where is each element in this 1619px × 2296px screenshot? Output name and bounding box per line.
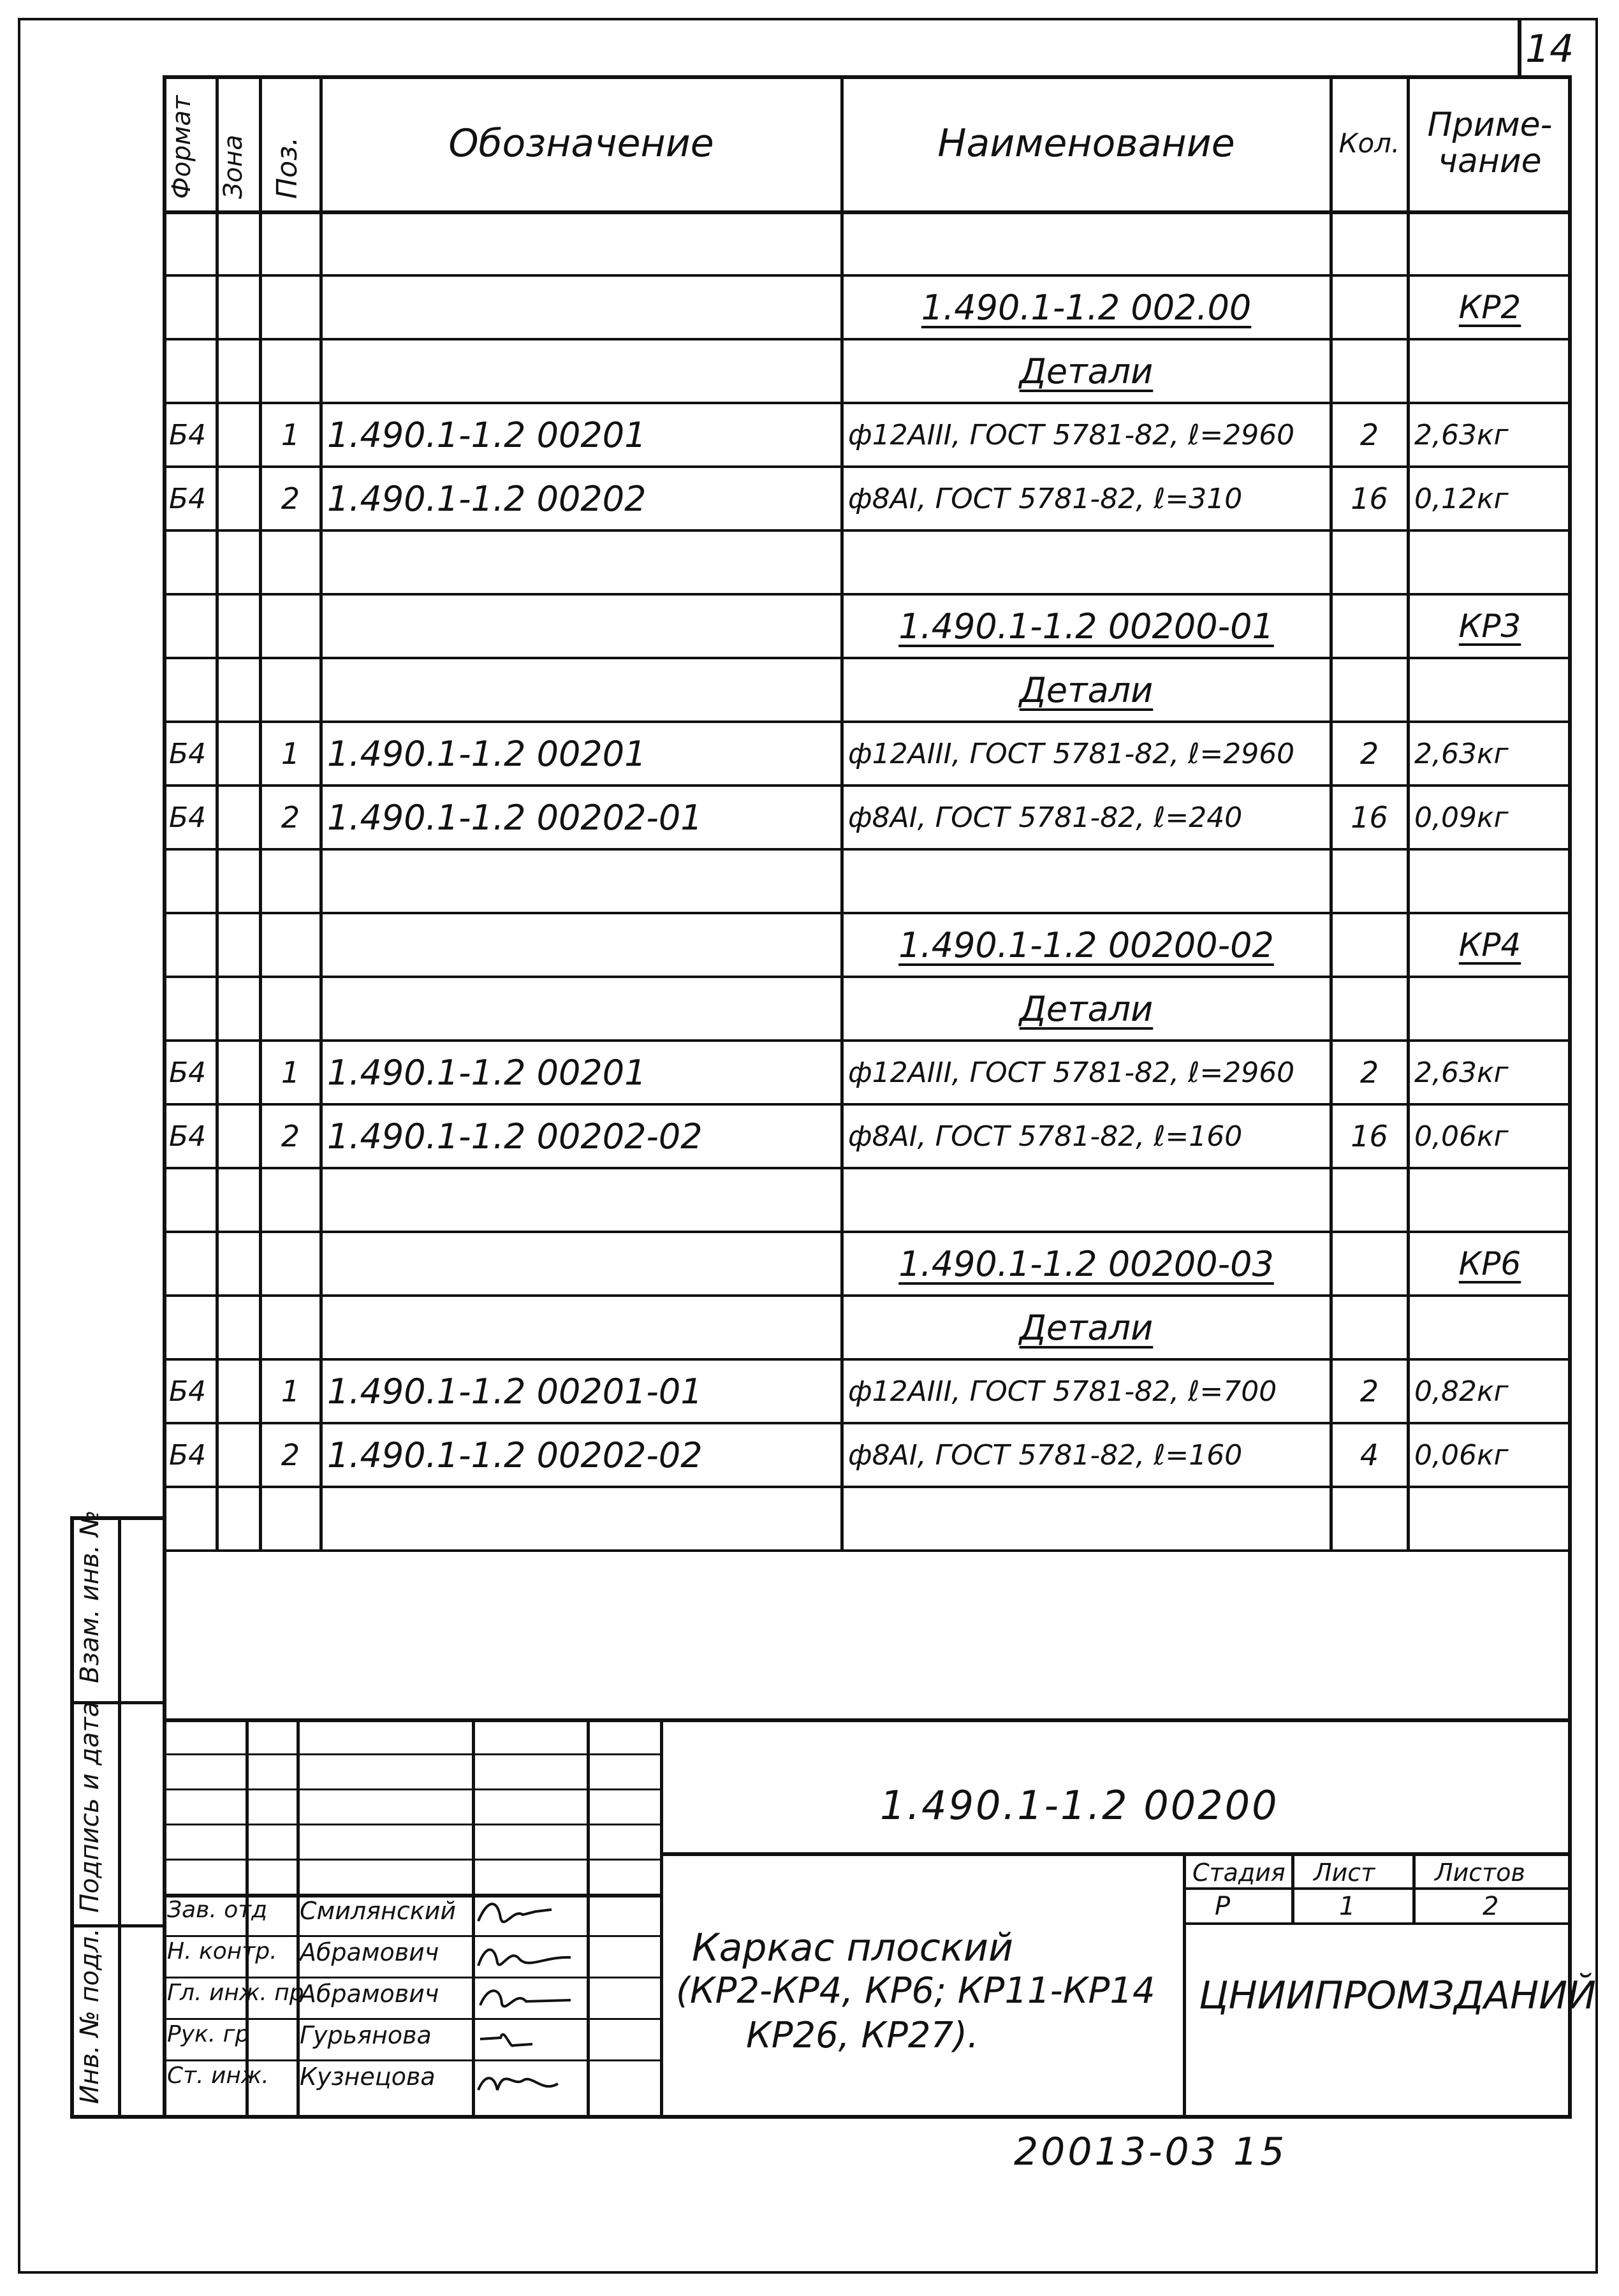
cell-qty: 16 bbox=[1351, 481, 1388, 516]
cell-pos bbox=[267, 212, 314, 275]
cell-pos bbox=[267, 594, 314, 658]
col-line bbox=[1330, 75, 1333, 1551]
title-block-line bbox=[163, 2059, 660, 2061]
cell-format: Б4 bbox=[169, 1375, 207, 1408]
title-block-line bbox=[163, 1788, 660, 1790]
cell-pos bbox=[267, 658, 314, 722]
cell-name: Детали bbox=[1019, 669, 1154, 710]
cell-name: ф8АI, ГОСТ 5781-82, ℓ=160 bbox=[848, 1438, 1243, 1472]
cell-note bbox=[1414, 658, 1565, 722]
cell-qty: 2 bbox=[1359, 736, 1379, 771]
person-name: Абрамович bbox=[300, 1938, 439, 1966]
cell-pos bbox=[267, 849, 314, 913]
cell-format: Б4 bbox=[169, 737, 207, 770]
cell-designation bbox=[327, 594, 835, 658]
cell-note bbox=[1414, 849, 1565, 913]
cell-format bbox=[169, 339, 210, 403]
cell-name: ф12АIII, ГОСТ 5781-82, ℓ=2960 bbox=[848, 737, 1295, 770]
title-block-line bbox=[163, 2018, 660, 2020]
side-label-inv-orig: Инв. № подл. bbox=[75, 1928, 105, 2104]
sheets-label: Листов bbox=[1435, 1859, 1525, 1887]
signature-mark bbox=[475, 1937, 583, 1975]
title-block-line bbox=[163, 1859, 660, 1861]
cell-qty bbox=[1337, 1296, 1402, 1359]
cell-name: 1.490.1-1.2 00200-01 bbox=[898, 606, 1274, 647]
header-name: Наименование bbox=[937, 121, 1235, 166]
side-label-inv-repl: Взам. инв. № bbox=[75, 1510, 105, 1683]
cell-qty: 4 bbox=[1359, 1438, 1379, 1472]
cell-format bbox=[169, 1168, 210, 1232]
cell-qty bbox=[1337, 594, 1402, 658]
sheet-corner-number: 14 bbox=[1525, 27, 1574, 71]
cell-note bbox=[1414, 1296, 1565, 1359]
header-note: Приме- чание bbox=[1427, 105, 1553, 180]
cell-note: 2,63кг bbox=[1414, 1056, 1509, 1089]
cell-name: 1.490.1-1.2 00200-03 bbox=[898, 1243, 1274, 1284]
cell-format: Б4 bbox=[169, 1438, 207, 1472]
cell-pos: 1 bbox=[281, 1055, 300, 1090]
title-block-line bbox=[163, 1977, 660, 1978]
cell-designation bbox=[327, 913, 835, 977]
cell-name: ф12АIII, ГОСТ 5781-82, ℓ=700 bbox=[848, 1375, 1277, 1408]
title-block-line bbox=[1183, 1922, 1572, 1925]
cell-note bbox=[1414, 1168, 1565, 1232]
cell-format bbox=[169, 849, 210, 913]
cell-qty bbox=[1337, 1487, 1402, 1551]
cell-note bbox=[1414, 530, 1565, 594]
cell-name: ф12АIII, ГОСТ 5781-82, ℓ=2960 bbox=[848, 418, 1295, 451]
cell-designation bbox=[327, 530, 835, 594]
title-block-line bbox=[163, 1718, 1572, 1722]
doc-code: 1.490.1-1.2 00200 bbox=[880, 1782, 1279, 1829]
cell-name bbox=[848, 530, 1324, 594]
cell-format bbox=[169, 212, 210, 275]
cell-pos bbox=[267, 275, 314, 339]
person-role: Рук. гр bbox=[167, 2021, 250, 2047]
cell-note: КР3 bbox=[1458, 608, 1521, 645]
cell-designation bbox=[327, 1168, 835, 1232]
person-name: Смилянский bbox=[300, 1897, 457, 1925]
cell-designation bbox=[327, 1296, 835, 1359]
header-zone: Зона bbox=[219, 135, 248, 199]
cell-pos: 2 bbox=[281, 1438, 300, 1472]
cell-format bbox=[169, 1296, 210, 1359]
cell-qty: 16 bbox=[1351, 1119, 1388, 1153]
title-block-line bbox=[660, 1718, 663, 2119]
signature-mark bbox=[475, 1978, 583, 2017]
cell-format: Б4 bbox=[169, 418, 207, 451]
title-line-3: КР26, КР27). bbox=[746, 2015, 979, 2056]
cell-designation: 1.490.1-1.2 00201-01 bbox=[327, 1371, 703, 1412]
cell-pos bbox=[267, 530, 314, 594]
cell-pos: 2 bbox=[281, 481, 300, 516]
cell-pos bbox=[267, 1168, 314, 1232]
cell-qty: 2 bbox=[1359, 418, 1379, 452]
cell-name: ф8АI, ГОСТ 5781-82, ℓ=310 bbox=[848, 482, 1243, 515]
cell-note: КР4 bbox=[1458, 926, 1521, 963]
sheet-value: 1 bbox=[1339, 1892, 1356, 1921]
cell-qty bbox=[1337, 1168, 1402, 1232]
cell-format bbox=[169, 1487, 210, 1551]
cell-designation bbox=[327, 212, 835, 275]
sheets-value: 2 bbox=[1483, 1892, 1499, 1921]
cell-name bbox=[848, 849, 1324, 913]
cell-qty: 16 bbox=[1351, 800, 1388, 835]
cell-pos bbox=[267, 1296, 314, 1359]
header-pos: Поз. bbox=[271, 136, 304, 199]
cell-pos bbox=[267, 913, 314, 977]
cell-qty: 2 bbox=[1359, 1055, 1379, 1090]
cell-qty bbox=[1337, 275, 1402, 339]
bottom-code: 20013-03 15 bbox=[1014, 2130, 1287, 2174]
cell-qty bbox=[1337, 913, 1402, 977]
cell-name: ф8АI, ГОСТ 5781-82, ℓ=240 bbox=[848, 801, 1243, 834]
cell-designation bbox=[327, 977, 835, 1041]
person-name: Кузнецова bbox=[300, 2063, 436, 2091]
person-name: Абрамович bbox=[300, 1980, 439, 2008]
cell-name bbox=[848, 1168, 1324, 1232]
cell-designation: 1.490.1-1.2 00201 bbox=[327, 1052, 647, 1093]
stage-value: Р bbox=[1215, 1892, 1231, 1921]
cell-designation: 1.490.1-1.2 00202-02 bbox=[327, 1435, 703, 1475]
signature-mark bbox=[475, 2020, 583, 2058]
title-line-2: (КР2-КР4, КР6; КР11-КР14 bbox=[676, 1970, 1155, 2012]
person-role: Н. контр. bbox=[167, 1938, 277, 1964]
cell-pos bbox=[267, 977, 314, 1041]
cell-note: 0,12кг bbox=[1414, 482, 1509, 515]
signature-mark bbox=[475, 2061, 583, 2100]
cell-pos bbox=[267, 1487, 314, 1551]
cell-format: Б4 bbox=[169, 801, 207, 834]
cell-designation bbox=[327, 849, 835, 913]
cell-designation bbox=[327, 275, 835, 339]
cell-qty bbox=[1337, 212, 1402, 275]
cell-format bbox=[169, 275, 210, 339]
cell-qty bbox=[1337, 658, 1402, 722]
cell-format: Б4 bbox=[169, 1056, 207, 1089]
cell-designation bbox=[327, 339, 835, 403]
cell-note bbox=[1414, 977, 1565, 1041]
cell-qty bbox=[1337, 530, 1402, 594]
cell-pos: 1 bbox=[281, 736, 300, 771]
cell-note bbox=[1414, 339, 1565, 403]
cell-designation: 1.490.1-1.2 00202-02 bbox=[327, 1116, 703, 1157]
signature-mark bbox=[475, 1896, 583, 1934]
title-line-1: Каркас плоский bbox=[692, 1926, 1014, 1970]
cell-format bbox=[169, 594, 210, 658]
cell-format bbox=[169, 658, 210, 722]
cell-pos: 1 bbox=[281, 418, 300, 452]
stage-label: Стадия bbox=[1192, 1859, 1286, 1887]
header-qty: Кол. bbox=[1338, 127, 1400, 159]
cell-format: Б4 bbox=[169, 1120, 207, 1153]
cell-note: 0,09кг bbox=[1414, 801, 1509, 834]
cell-qty bbox=[1337, 339, 1402, 403]
cell-name: Детали bbox=[1019, 1307, 1154, 1348]
cell-pos: 2 bbox=[281, 800, 300, 835]
person-name: Гурьянова bbox=[300, 2021, 432, 2049]
cell-format: Б4 bbox=[169, 482, 207, 515]
person-role: Ст. инж. bbox=[167, 2063, 269, 2089]
cell-note bbox=[1414, 1487, 1565, 1551]
cell-note bbox=[1414, 212, 1565, 275]
cell-designation: 1.490.1-1.2 00201 bbox=[327, 733, 647, 774]
title-block-line bbox=[660, 1852, 1572, 1856]
title-block-line bbox=[163, 1753, 660, 1755]
col-line bbox=[216, 75, 219, 1551]
cell-name bbox=[848, 1487, 1324, 1551]
cell-note: 2,63кг bbox=[1414, 418, 1509, 451]
title-block-line bbox=[163, 1935, 660, 1937]
cell-note: 0,06кг bbox=[1414, 1120, 1509, 1153]
cell-designation bbox=[327, 1487, 835, 1551]
cell-note: 0,82кг bbox=[1414, 1375, 1509, 1408]
cell-designation: 1.490.1-1.2 00202 bbox=[327, 478, 647, 519]
title-block-line bbox=[587, 1718, 590, 2119]
title-block-line bbox=[1183, 1852, 1186, 2119]
header-format: Формат bbox=[167, 95, 196, 199]
cell-designation: 1.490.1-1.2 00201 bbox=[327, 414, 647, 455]
cell-pos: 2 bbox=[281, 1119, 300, 1153]
cell-pos: 1 bbox=[281, 1374, 300, 1408]
cell-name: Детали bbox=[1019, 988, 1154, 1029]
col-line bbox=[319, 75, 323, 1551]
cell-qty bbox=[1337, 849, 1402, 913]
header-designation: Обозначение bbox=[448, 121, 714, 166]
cell-name: ф8АI, ГОСТ 5781-82, ℓ=160 bbox=[848, 1120, 1243, 1153]
cell-designation bbox=[327, 658, 835, 722]
title-block-line bbox=[1291, 1852, 1294, 1922]
cell-qty bbox=[1337, 977, 1402, 1041]
cell-note: КР6 bbox=[1458, 1245, 1521, 1282]
cell-name: 1.490.1-1.2 002.00 bbox=[921, 287, 1252, 328]
cell-format bbox=[169, 913, 210, 977]
cell-format bbox=[169, 977, 210, 1041]
cell-pos bbox=[267, 1232, 314, 1296]
sheet-label: Лист bbox=[1314, 1859, 1375, 1887]
cell-format bbox=[169, 1232, 210, 1296]
cell-name bbox=[848, 212, 1324, 275]
col-line bbox=[840, 75, 844, 1551]
person-role: Зав. отд bbox=[167, 1897, 268, 1923]
cell-pos bbox=[267, 339, 314, 403]
cell-qty: 2 bbox=[1359, 1374, 1379, 1408]
col-line bbox=[259, 75, 262, 1551]
cell-designation bbox=[327, 1232, 835, 1296]
title-block-line bbox=[1183, 1887, 1572, 1890]
col-line bbox=[1407, 75, 1410, 1551]
cell-note: КР2 bbox=[1458, 289, 1521, 326]
cell-designation: 1.490.1-1.2 00202-01 bbox=[327, 797, 703, 838]
title-block-line bbox=[1412, 1852, 1416, 1922]
title-block-line bbox=[163, 1824, 660, 1825]
person-role: Гл. инж. пр bbox=[167, 1980, 304, 2006]
cell-name: 1.490.1-1.2 00200-02 bbox=[898, 925, 1274, 965]
organization-name: ЦНИИПРОМЗДАНИЙ bbox=[1199, 1973, 1597, 2018]
cell-note: 0,06кг bbox=[1414, 1438, 1509, 1472]
cell-qty bbox=[1337, 1232, 1402, 1296]
cell-name: Детали bbox=[1019, 351, 1154, 391]
cell-format bbox=[169, 530, 210, 594]
cell-name: ф12АIII, ГОСТ 5781-82, ℓ=2960 bbox=[848, 1056, 1295, 1089]
cell-note: 2,63кг bbox=[1414, 737, 1509, 770]
side-label-sign-date: Подпись и дата bbox=[75, 1701, 105, 1913]
